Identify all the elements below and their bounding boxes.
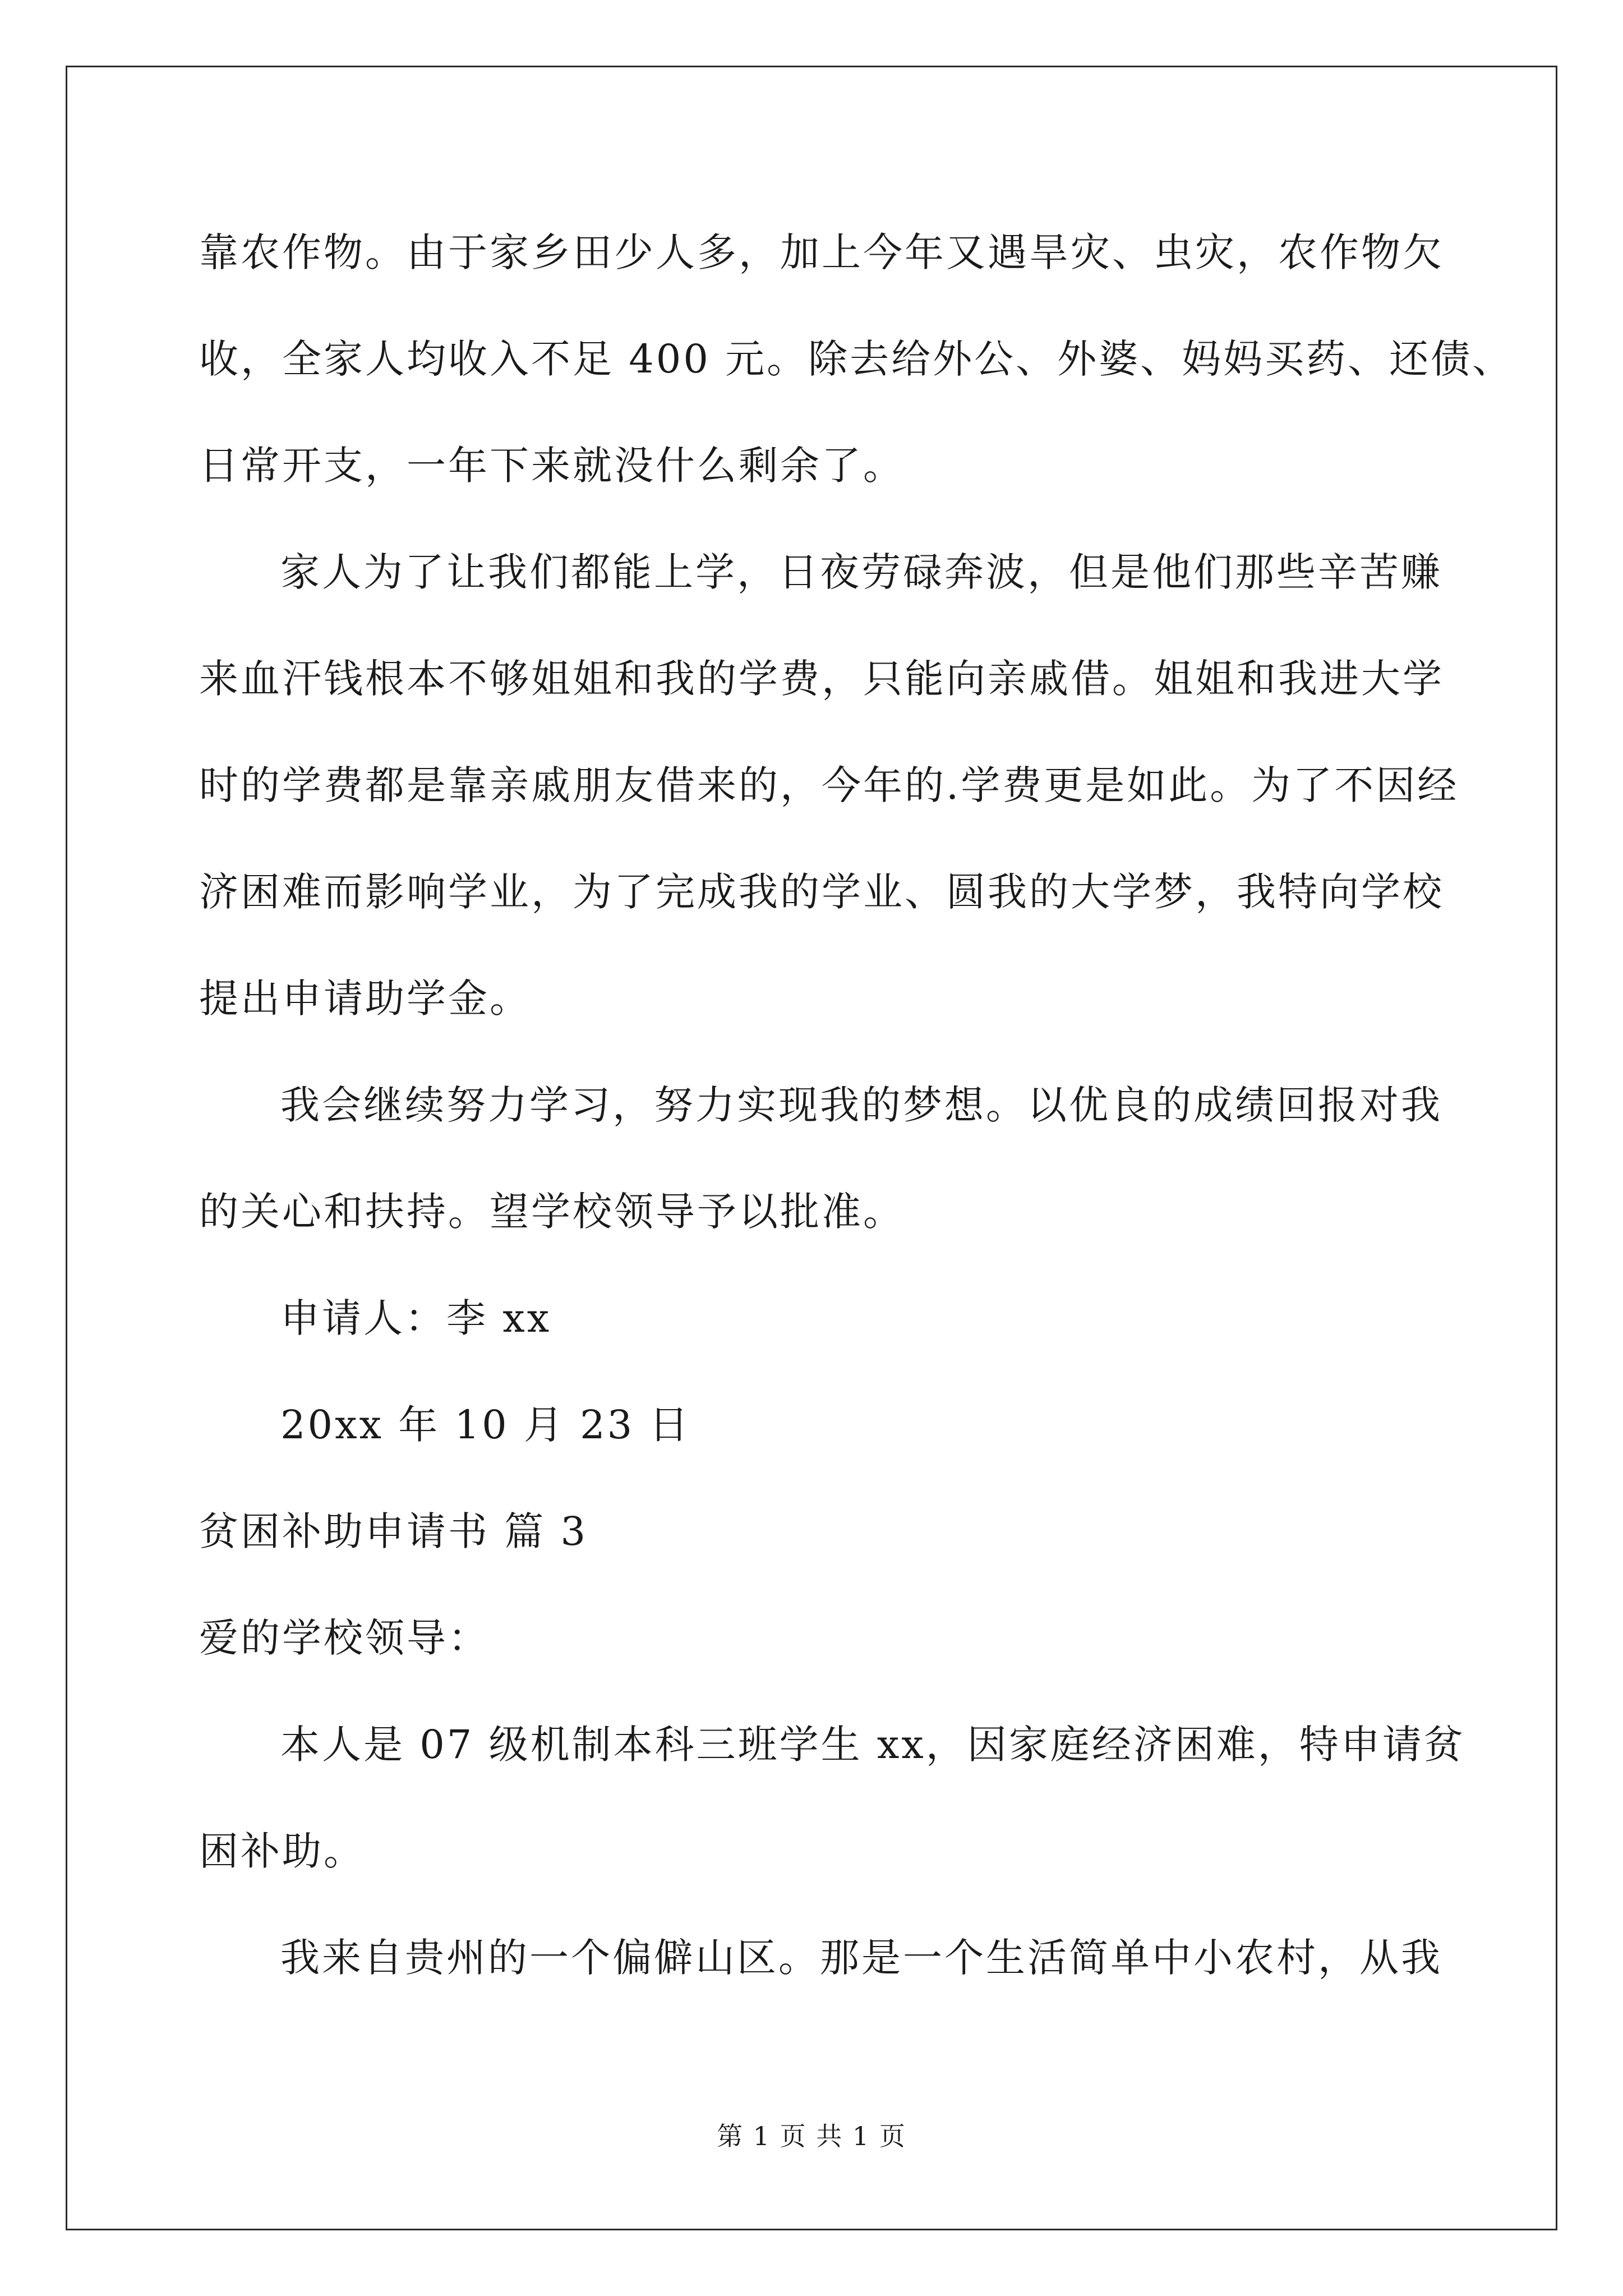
paragraph-start: 家人为了让我们都能上学，日夜劳碌奔波，但是他们那些辛苦赚 [280, 549, 1442, 595]
text-line: 的关心和扶持。望学校领导予以批准。 [199, 1189, 905, 1235]
salutation: 爱的学校领导： [199, 1615, 490, 1661]
text-line: 时的学费都是靠亲戚朋友借来的，今年的.学费更是如此。为了不因经 [199, 762, 1459, 808]
text-line: 济困难而影响学业，为了完成我的学业、圆我的大学梦，我特向学校 [199, 869, 1444, 915]
text-line: 提出申请助学金。 [199, 976, 531, 1022]
page-border [66, 66, 1557, 2230]
paragraph-start: 我会继续努力学习，努力实现我的梦想。以优良的成绩回报对我 [280, 1082, 1442, 1128]
text-line: 靠农作物。由于家乡田少人多，加上今年又遇旱灾、虫灾，农作物欠 [199, 229, 1444, 275]
date-line: 20xx 年 10 月 23 日 [280, 1402, 691, 1448]
text-line: 日常开支，一年下来就没什么剩余了。 [199, 443, 905, 489]
applicant-line: 申请人：李 xx [280, 1295, 552, 1341]
page-footer: 第 1 页 共 1 页 [717, 2121, 906, 2151]
paragraph-start: 本人是 07 级机制本科三班学生 xx，因家庭经济困难，特申请贫 [280, 1722, 1465, 1768]
text-line: 困补助。 [199, 1828, 365, 1874]
paragraph-start: 我来自贵州的一个偏僻山区。那是一个生活简单中小农村，从我 [280, 1935, 1442, 1981]
section-heading: 贫困补助申请书 篇 3 [199, 1508, 588, 1554]
text-line: 收，全家人均收入不足 400 元。除去给外公、外婆、妈妈买药、还债、 [199, 336, 1514, 382]
text-line: 来血汗钱根本不够姐姐和我的学费，只能向亲戚借。姐姐和我进大学 [199, 656, 1444, 702]
